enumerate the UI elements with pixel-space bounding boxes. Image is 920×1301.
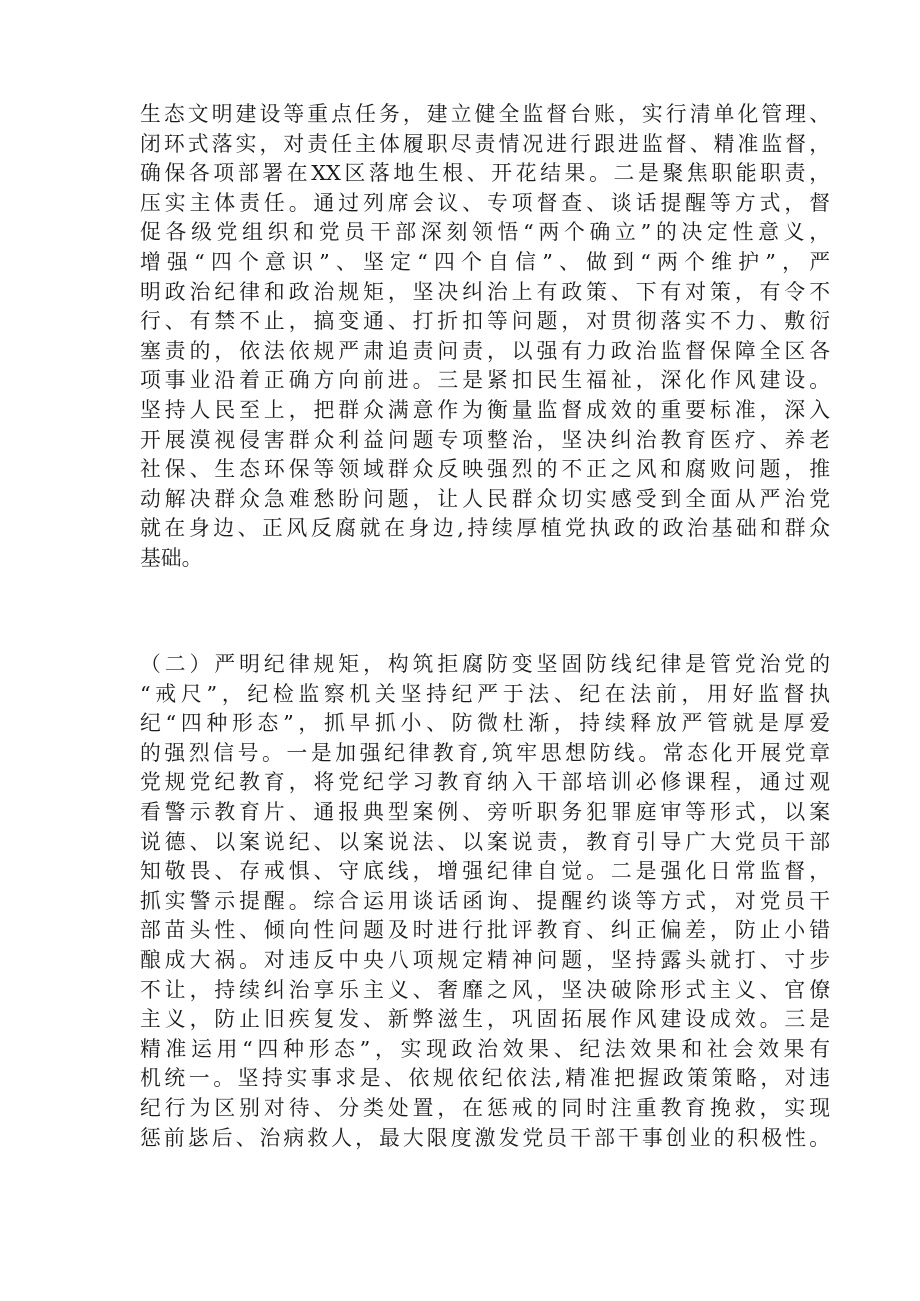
text-line: 就在身边、正风反腐就在身边,持续厚植党执政的政治基础和群众 xyxy=(140,516,830,541)
section-heading-line: （二）严明纪律规矩，构筑拒腐防变坚固防线纪律是管党治党的 xyxy=(140,652,830,676)
text-line: 动解决群众急难愁盼问题，让人民群众切实感受到全面从严治党 xyxy=(140,486,830,511)
text-line: 的强烈信号。一是加强纪律教育,筑牢思想防线。常态化开展党章 xyxy=(140,740,830,765)
text-line: 增强“四个意识”、坚定“四个自信”、做到“两个维护”，严 xyxy=(140,249,830,274)
text-line: 闭环式落实，对责任主体履职尽责情况进行跟进监督、精准监督， xyxy=(140,131,830,156)
text-line: 党规党纪教育，将党纪学习教育纳入干部培训必修课程，通过观 xyxy=(140,770,830,795)
text-line: 酿成大祸。对违反中央八项规定精神问题，坚持露头就打、寸步 xyxy=(140,947,830,972)
text-line: 知敬畏、存戒惧、守底线，增强纪律自觉。二是强化日常监督， xyxy=(140,859,830,884)
text-line: 明政治纪律和政治规矩，坚决纠治上有政策、下有对策，有令不 xyxy=(140,279,830,304)
text-line: 纪行为区别对待、分类处置，在惩戒的同时注重教育挽救，实现 xyxy=(140,1095,830,1120)
text-line: 机统一。坚持实事求是、依规依纪依法,精准把握政策策略，对违 xyxy=(140,1066,830,1091)
body-paragraph-2 xyxy=(140,650,830,1153)
text-line: 看警示教育片、通报典型案例、旁听职务犯罪庭审等形式，以案 xyxy=(140,799,830,824)
text-line: 坚持人民至上，把群众满意作为衡量监督成效的重要标准，深入 xyxy=(140,397,830,422)
text-line: 抓实警示提醒。综合运用谈话函询、提醒约谈等方式，对党员干 xyxy=(140,888,830,913)
text-line: 主义，防止旧疾复发、新弊滋生，巩固拓展作风建设成效。三是 xyxy=(140,1007,830,1032)
text-line: “戒尺”，纪检监察机关坚持纪严于法、纪在法前，用好监督执 xyxy=(140,681,830,706)
text-line: 项事业沿着正确方向前进。三是紧扣民生福祉，深化作风建设。 xyxy=(140,368,830,393)
text-line: 精准运用“四种形态”，实现政治效果、纪法效果和社会效果有 xyxy=(140,1036,830,1061)
text-line: 压实主体责任。通过列席会议、专项督查、谈话提醒等方式，督 xyxy=(140,190,830,215)
text-line: 部苗头性、倾向性问题及时进行批评教育、纠正偏差，防止小错 xyxy=(140,918,830,943)
text-line: 纪“四种形态”，抓早抓小、防微杜渐，持续释放严管就是厚爱 xyxy=(140,711,830,736)
text-line: 开展漠视侵害群众利益问题专项整治，坚决纠治教育医疗、养老 xyxy=(140,427,830,452)
text-line: 塞责的，依法依规严肃追责问责，以强有力政治监督保障全区各 xyxy=(140,338,830,363)
text-line: 惩前毖后、治病救人，最大限度激发党员干部干事创业的积极性。 xyxy=(140,1125,830,1150)
text-line: 说德、以案说纪、以案说法、以案说责，教育引导广大党员干部 xyxy=(140,829,830,854)
text-line: 不让，持续纠治享乐主义、奢靡之风，坚决破除形式主义、官僚 xyxy=(140,977,830,1002)
text-line: 促各级党组织和党员干部深刻领悟“两个确立”的决定性意义， xyxy=(140,220,830,245)
text-line: 确保各项部署在XX区落地生根、开花结果。二是聚焦职能职责， xyxy=(140,161,830,186)
text-line: 生态文明建设等重点任务，建立健全监督台账，实行清单化管理、 xyxy=(140,102,830,126)
text-line: 行、有禁不止，搞变通、打折扣等问题，对贯彻落实不力、敷衍 xyxy=(140,309,830,334)
text-line: 社保、生态环保等领域群众反映强烈的不正之风和腐败问题，推 xyxy=(140,457,830,482)
body-paragraph-1 xyxy=(140,100,830,574)
text-line: 基础。 xyxy=(140,545,203,570)
